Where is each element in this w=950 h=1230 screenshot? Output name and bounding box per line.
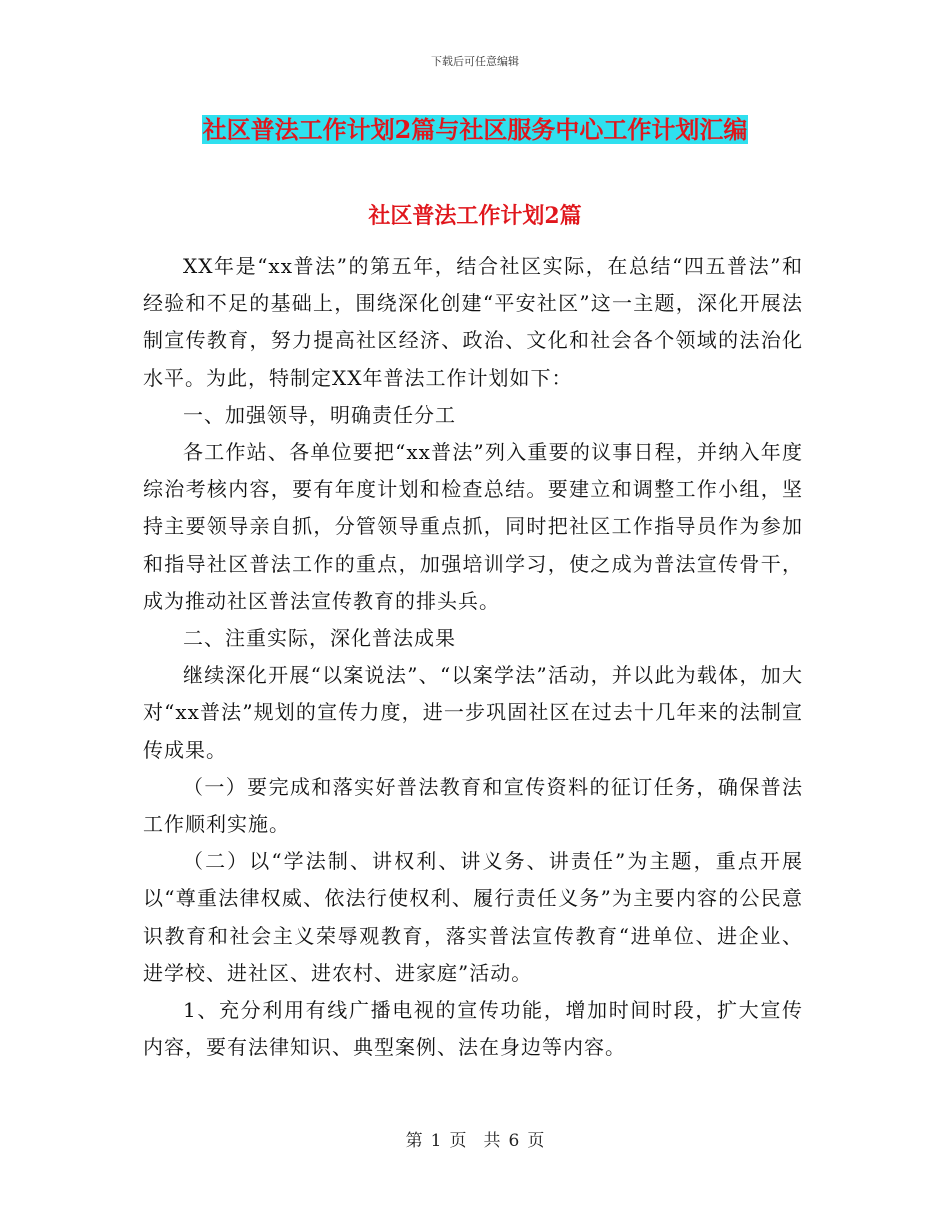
- document-title: [0, 112, 950, 148]
- heading-one: 一、加强领导，明确责任分工: [183, 402, 456, 427]
- paragraph-intro: XX年是“xx普法”的第五年，结合社区实际，在总结“四五普法”和经验和不足的基础上，围绕深化创建“平安社区”这一主题，深化开展法制宣传教育，努力提高社区经济、政治、文化和社会各个领域的法治化水平。为此，特制定XX年普法工作计划如下：: [143, 254, 803, 390]
- paragraph-item-one: （一）要完成和落实好普法教育和宣传资料的征订任务，确保普法工作顺利实施。: [143, 774, 803, 837]
- header-note: 下载后可任意编辑: [431, 55, 519, 68]
- paragraph-deepen: 继续深化开展“以案说法”、“以案学法”活动，并以此为载体，加大对“xx普法”规划的宣传力度，进一步巩固社区在过去十几年来的法制宣传成果。: [143, 663, 803, 762]
- paragraph-point-one: 1、充分利用有线广播电视的宣传功能，增加时间时段，扩大宣传内容，要有法律知识、典型案例、法在身边等内容。: [143, 998, 803, 1060]
- section-title: 社区普法工作计划2篇: [368, 203, 582, 229]
- document-body: [143, 248, 803, 1066]
- footer-suffix: 页: [527, 1131, 545, 1151]
- page-number: 1: [430, 1131, 442, 1151]
- document-title-text: 社区普法工作计划2篇与社区服务中心工作计划汇编: [202, 115, 748, 144]
- paragraph-item-two: （二）以“学法制、讲权利、讲义务、讲责任”为主题，重点开展以“尊重法律权威、依法行使权利、履行责任义务”为主要内容的公民意识教育和社会主义荣辱观教育，落实普法宣传教育“进单位、进企业、进学校、进社区、进农村、进家庭”活动。: [143, 849, 803, 985]
- page-footer: [0, 1126, 950, 1151]
- footer-prefix: 第: [405, 1131, 423, 1151]
- footer-mid: 页 共: [449, 1131, 501, 1151]
- paragraph-leadership: 各工作站、各单位要把“xx普法”列入重要的议事日程，并纳入年度综治考核内容，要有年度计划和检查总结。要建立和调整工作小组，坚持主要领导亲自抓，分管领导重点抓，同时把社区工作指导员作为参加和指导社区普法工作的重点，加强培训学习，使之成为普法宣传骨干，成为推动社区普法宣传教育的排头兵。: [143, 440, 803, 613]
- page-total: 6: [508, 1131, 520, 1151]
- heading-two: 二、注重实际，深化普法成果: [183, 626, 456, 651]
